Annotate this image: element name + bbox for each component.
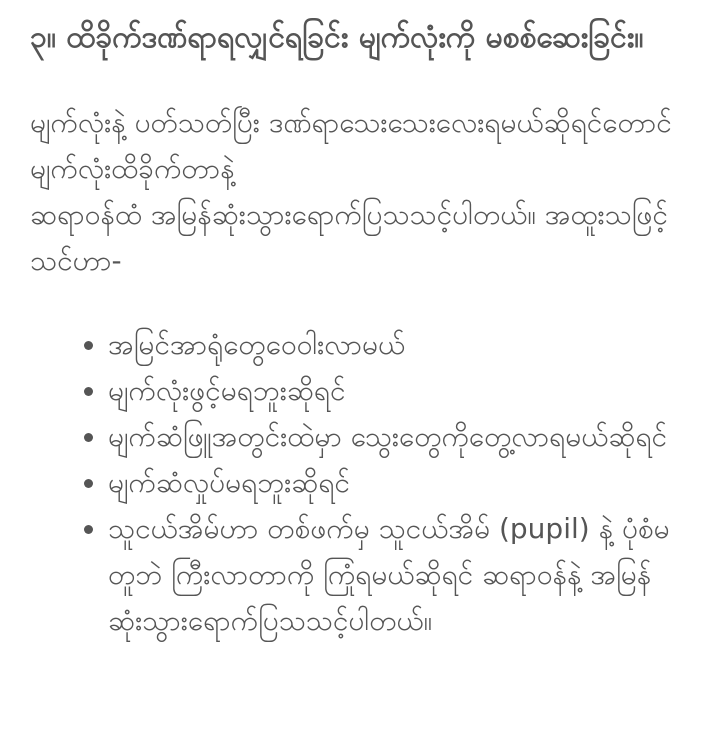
section-heading: ၃။ ထိခိုက်ဒဏ်ရာရလျှင်ရခြင်း မျက်လုံးကို မစစ်ဆေးခြင်း။: [30, 20, 644, 55]
list-item: • အမြင်အာရုံတွေဝေဝါးလာမယ်: [108, 322, 680, 368]
list-item: • သူငယ်အိမ်ဟာ တစ်ဖက်မှ သူငယ်အိမ် (pupil) နဲ့ ပုံစံမတူဘဲ ကြီးလာတာကို ကြုံရမယ်ဆိုရင် ဆရာဝန်နဲ့ အမြန်ဆုံးသွားရောက်ပြသသင့်ပါတယ်။: [108, 506, 680, 644]
symptom-list: [30, 322, 680, 644]
intro-paragraph: [30, 100, 680, 284]
intro-line: ဆရာဝန်ထံ အမြန်ဆုံးသွားရောက်ပြသသင့်ပါတယ်။ အထူးသဖြင့် သင်ဟာ-: [30, 198, 668, 277]
list-item: • မျက်လုံးဖွင့်မရဘူးဆိုရင်: [108, 368, 680, 414]
intro-line: မျက်လုံးနဲ့ ပတ်သတ်ပြီး ဒဏ်ရာသေးသေးလေးရမယ်ဆိုရင်တောင် မျက်လုံးထိခိုက်တာနဲ့: [30, 106, 672, 185]
list-item: • မျက်ဆံဖြူအတွင်းထဲမှာ သွေးတွေကိုတွေ့လာရမယ်ဆိုရင်: [108, 414, 680, 460]
list-item: • မျက်ဆံလှုပ်မရဘူးဆိုရင်: [108, 460, 680, 506]
